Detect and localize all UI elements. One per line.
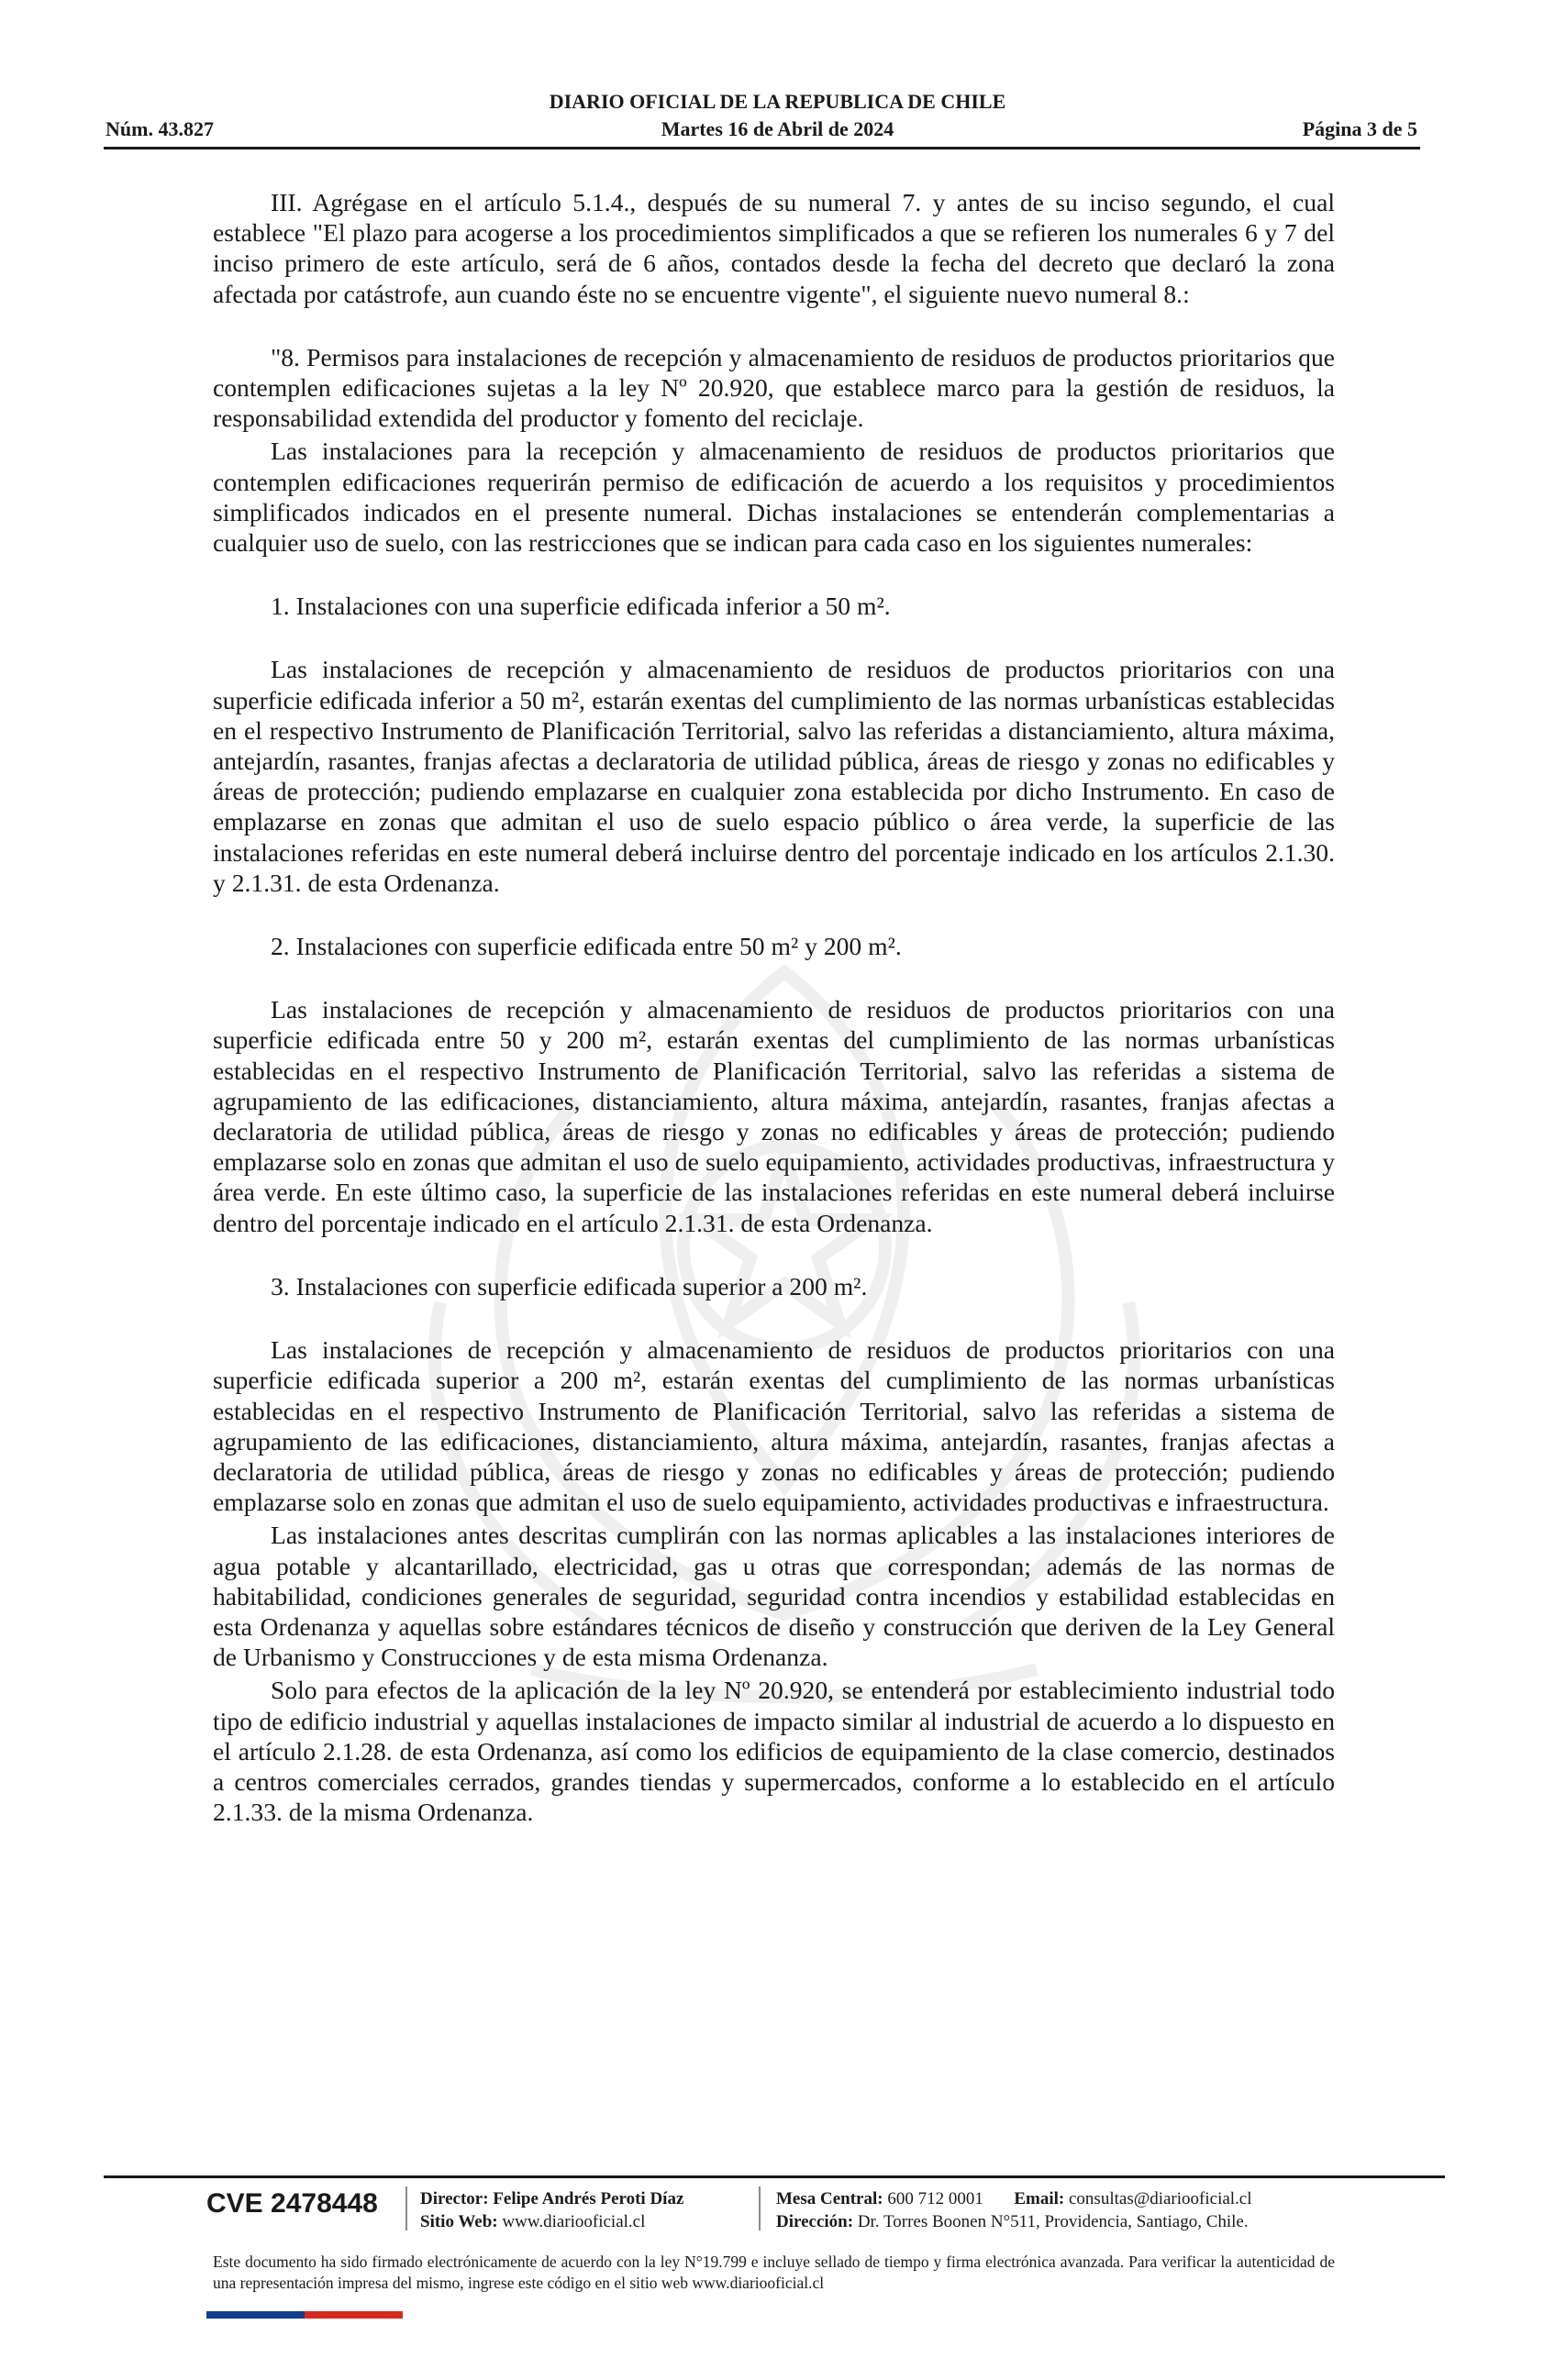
- item-2-paragraph: Las instalaciones de recepción y almacenamiento de residuos de productos prioritarios con una superficie edificada entre 50 y 200 m², estarán exentas del cumplimiento de las normas urbanísticas establecidas en el respectivo Instrumento de Planificación Territorial, salvo las referidas a sistema de agrupamiento de las edificaciones, distanciamiento, altura máxima, antejardín, rasantes, franjas afectas a declaratoria de utilidad pública, áreas de riesgo y zonas no edificables y áreas de protección; pudiendo emplazarse solo en zonas que admitan el uso de suelo equipamiento, actividades productivas, infraestructura y área verde. En este último caso, la superficie de las instalaciones referidas en este numeral deberá incluirse dentro del porcentaje indicado en el artículo 2.1.31. de esta Ordenanza.: [213, 995, 1335, 1237]
- address-label: Dirección:: [776, 2212, 854, 2231]
- flag-color-bar: [206, 2311, 403, 2319]
- publication-title: DIARIO OFICIAL DE LA REPUBLICA DE CHILE: [549, 90, 1006, 113]
- address-text: Dr. Torres Boonen N°511, Providencia, Santiago, Chile.: [857, 2212, 1249, 2231]
- flag-segment: [256, 2311, 305, 2319]
- flag-segment: [354, 2311, 404, 2319]
- numeral-8-paragraph: "8. Permisos para instalaciones de recepción y almacenamiento de residuos de productos prioritarios que contemplen edificaciones sujetas a la ley Nº 20.920, que establece marco para la gestión de residuos, la responsabilidad extendida del productor y fomento del reciclaje.: [213, 342, 1335, 433]
- header-divider: [104, 147, 1420, 149]
- email-label: Email:: [1014, 2189, 1065, 2208]
- publication-date: Martes 16 de Abril de 2024: [661, 117, 894, 140]
- flag-segment: [305, 2311, 354, 2319]
- item-1-paragraph: Las instalaciones de recepción y almacenamiento de residuos de productos prioritarios con una superficie edificada inferior a 50 m², estarán exentas del cumplimiento de las normas urbanísticas establecidas en el respectivo Instrumento de Planificación Territorial, salvo las referidas a distanciamiento, altura máxima, antejardín, rasantes, franjas afectas a declaratoria de utilidad pública, áreas de riesgo y zonas no edificables y áreas de protección; pudiendo emplazarse en cualquier zona establecida por dicho Instrumento. En caso de emplazarse en zonas que admitan el uso de suelo espacio público o área verde, la superficie de las instalaciones referidas en este numeral deberá incluirse dentro del porcentaje indicado en los artículos 2.1.30. y 2.1.31. de esta Ordenanza.: [213, 655, 1335, 897]
- signature-note: Este documento ha sido firmado electrónicamente de acuerdo con la ley N°19.799 e incluye sellado de tiempo y firma electrónica avanzada. Para verificar la autenticidad de una representación impresa del mismo, ingrese este código en el sitio web www.diariooficial.cl: [213, 2253, 1335, 2292]
- director-name: Felipe Andrés Peroti Díaz: [493, 2189, 684, 2208]
- item-3-heading: 3. Instalaciones con superficie edificada superior a 200 m².: [271, 1271, 868, 1301]
- website-link[interactable]: www.diariooficial.cl: [502, 2212, 646, 2231]
- document-body: [213, 187, 1335, 1827]
- item-1-heading: 1. Instalaciones con una superficie edificada inferior a 50 m².: [271, 592, 891, 621]
- email-link[interactable]: consultas@diariooficial.cl: [1069, 2189, 1252, 2208]
- intro-paragraph: III. Agrégase en el artículo 5.1.4., después de su numeral 7. y antes de su inciso segundo, el cual establece "El plazo para acogerse a los procedimientos simplificados a que se refieren los numerales 6 y 7 del inciso primero de este artículo, será de 6 años, contados desde la fecha del decreto que declaró la zona afectada por catástrofe, aun cuando éste no se encuentre vigente", el siguiente nuevo numeral 8.:: [213, 188, 1335, 308]
- page-number: Página 3 de 5: [1302, 117, 1417, 140]
- item-2-heading: 2. Instalaciones con superficie edificada entre 50 m² y 200 m².: [271, 932, 902, 961]
- director-line: [420, 2189, 683, 2209]
- website-label: Sitio Web:: [420, 2212, 498, 2231]
- closing-paragraph-1: Las instalaciones antes descritas cumplirán con las normas aplicables a las instalaciones interiores de agua potable y alcantarillado, electricidad, gas u otras que correspondan; además de las normas de habitabilidad, condiciones generales de seguridad, seguridad contra incendios y estabilidad establecidas en esta Ordenanza y aquellas sobre estándares técnicos de diseño y construcción que deriven de la Ley General de Urbanismo y Construcciones y de esta misma Ordenanza.: [213, 1521, 1335, 1672]
- cve-code: CVE 2478448: [206, 2188, 378, 2219]
- website-line: [420, 2212, 645, 2232]
- footer-separator: [405, 2186, 407, 2231]
- director-label: Director:: [420, 2189, 489, 2208]
- issue-number: Núm. 43.827: [106, 117, 214, 140]
- item-3-paragraph: Las instalaciones de recepción y almacenamiento de residuos de productos prioritarios con una superficie edificada superior a 200 m², estarán exentas del cumplimiento de las normas urbanísticas establecidas en el respectivo Instrumento de Planificación Territorial, salvo las referidas a sistema de agrupamiento de las edificaciones, distanciamiento, altura máxima, antejardín, rasantes, franjas afectas a declaratoria de utilidad pública, áreas de riesgo y zonas no edificables y áreas de protección; pudiendo emplazarse solo en zonas que admitan el uso de suelo equipamiento, actividades productivas e infraestructura.: [213, 1335, 1335, 1517]
- phone-label: Mesa Central:: [776, 2189, 883, 2208]
- footer-separator: [759, 2186, 761, 2231]
- flag-segment: [206, 2311, 256, 2319]
- footer-divider: [104, 2175, 1445, 2178]
- general-paragraph: Las instalaciones para la recepción y almacenamiento de residuos de productos prioritarios que contemplen edificaciones requerirán permiso de edificación de acuerdo a los requisitos y procedimientos simplificados indicados en el presente numeral. Dichas instalaciones se entenderán complementarias a cualquier uso de suelo, con las restricciones que se indican para cada caso en los siguientes numerales:: [213, 437, 1335, 558]
- address-line: [776, 2212, 1249, 2232]
- closing-paragraph-2: Solo para efectos de la aplicación de la ley Nº 20.920, se entenderá por establecimiento industrial todo tipo de edificio industrial y aquellas instalaciones de impacto similar al industrial de acuerdo a lo dispuesto en el artículo 2.1.28. de esta Ordenanza, así como los edificios de equipamiento de la clase comercio, destinados a centros comerciales cerrados, grandes tiendas y supermercados, conforme a lo establecido en el artículo 2.1.33. de la misma Ordenanza.: [213, 1676, 1335, 1827]
- phone-number: 600 712 0001: [887, 2189, 983, 2208]
- contact-line: [776, 2189, 1252, 2209]
